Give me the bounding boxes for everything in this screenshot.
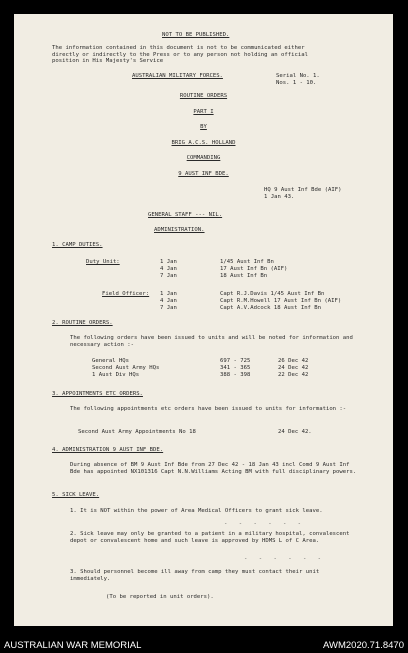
row-date: 4 Jan	[160, 298, 177, 304]
row-source: General HQs	[92, 358, 130, 364]
row-officer: Capt R.J.Davis 1/45 Aust Inf Bn	[220, 291, 325, 297]
unit-orders-note: (To be reported in unit orders).	[106, 594, 214, 600]
row-officer: Capt R.M.Howell 17 Aust Inf Bn (AIF)	[220, 298, 342, 304]
section-heading-sick-leave: 5. SICK LEAVE.	[52, 492, 100, 498]
title-by: BY	[200, 124, 207, 130]
field-officer-label: Field Officer:	[102, 291, 150, 297]
row-date: 7 Jan	[160, 305, 177, 311]
row-source: Second Aust Army HQs	[92, 365, 160, 371]
administration-heading: ADMINISTRATION.	[154, 227, 205, 233]
row-date: 1 Jan	[160, 291, 177, 297]
section-heading-administration: 4. ADMINISTRATION 9 AUST INF BDE.	[52, 447, 164, 453]
sick-leave-point-3: 3. Should personnel become ill away from camp they must contact their unit immediately.	[70, 569, 320, 582]
row-source: 1 Aust Div HQs	[92, 372, 140, 378]
document-page	[14, 14, 393, 626]
section-heading-appointments: 3. APPOINTMENTS ETC ORDERS.	[52, 391, 143, 397]
separator-dashes: - - - - - -	[244, 556, 326, 562]
row-numbers: 388 - 398	[220, 372, 251, 378]
row-date: 4 Jan	[160, 266, 177, 272]
row-unit: 1/45 Aust Inf Bn	[220, 259, 274, 265]
routine-orders-text: The following orders have been issued to units and will be noted for information and necessary action :-	[70, 335, 353, 348]
duty-unit-label: Duty Unit:	[86, 259, 120, 265]
appointments-text: The following appointments etc orders have been issued to units for information :-	[70, 406, 347, 412]
row-unit: 17 Aust Inf Bn (AIF)	[220, 266, 288, 272]
restriction-notice: The information contained in this document is not to be communicated either directly or indirectly to the Press or to any person not holding an official position in His Majesty's Service	[52, 45, 308, 65]
classification-stamp: NOT TO BE PUBLISHED.	[162, 32, 230, 38]
row-date: 22 Dec 42	[278, 372, 309, 378]
title-brigade: 9 AUST INF BDE.	[178, 171, 229, 177]
section-heading-camp-duties: 1. CAMP DUTIES.	[52, 242, 103, 248]
administration-text: During absence of BM 9 Aust Inf Bde from 27 Dec 42 - 18 Jan 43 incl Comd 9 Aust Inf Bde has appointed NX101316 Capt N.N.Williams Acting BM with full disciplinary powers.	[70, 462, 357, 475]
row-numbers: 697 - 725	[220, 358, 251, 364]
issue-date: 1 Jan 43.	[264, 194, 295, 200]
section-heading-routine-orders: 2. ROUTINE ORDERS.	[52, 320, 113, 326]
archive-footer	[0, 636, 408, 653]
general-staff-heading: GENERAL STAFF --- NIL.	[148, 212, 223, 218]
force-heading: AUSTRALIAN MILITARY FORCES.	[132, 73, 223, 79]
serial-number: Serial No. 1.	[276, 73, 320, 79]
row-source: Second Aust Army Appointments No 18	[78, 429, 196, 435]
sick-leave-point-2: 2. Sick leave may only be granted to a patient in a military hospital, convalescent depot or convalescent home and such leave is approved by HDMS L of C Area.	[70, 531, 350, 544]
title-part: PART I	[193, 109, 214, 115]
title-commander: BRIG A.C.S. HOLLAND	[171, 140, 236, 146]
row-unit: 18 Aust Inf Bn	[220, 273, 268, 279]
row-date: 26 Dec 42	[278, 358, 309, 364]
headquarters-line: HQ 9 Aust Inf Bde (AIF)	[264, 187, 342, 193]
footer-institution: AUSTRALIAN WAR MEMORIAL	[4, 640, 142, 651]
separator-dashes: - - - - - -	[224, 521, 306, 527]
row-officer: Capt A.V.Adcock 18 Aust Inf Bn	[220, 305, 322, 311]
footer-accession-number: AWM2020.71.8470	[323, 640, 404, 651]
title-routine-orders: ROUTINE ORDERS	[179, 93, 228, 99]
row-date: 7 Jan	[160, 273, 177, 279]
title-commanding: COMMANDING	[186, 155, 221, 161]
order-numbers: Nos. 1 - 10.	[276, 80, 317, 86]
row-date: 1 Jan	[160, 259, 177, 265]
row-numbers: 341 - 365	[220, 365, 251, 371]
sick-leave-point-1: 1. It is NOT within the power of Area Medical Officers to grant sick leave.	[70, 508, 323, 514]
row-date: 24 Dec 42	[278, 365, 309, 371]
row-date: 24 Dec 42.	[278, 429, 312, 435]
